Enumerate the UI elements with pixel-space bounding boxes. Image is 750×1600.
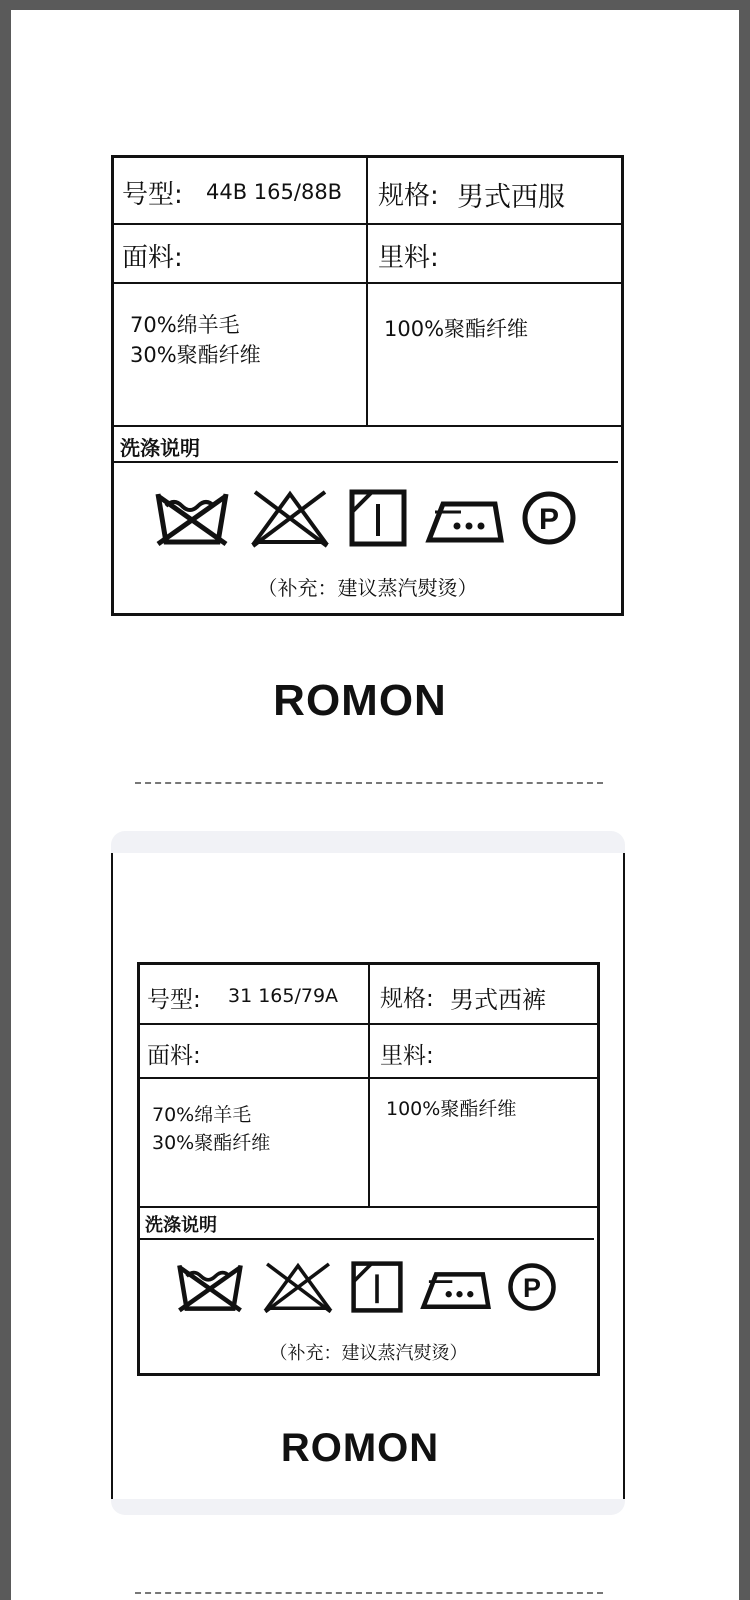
lining-label: 里料: bbox=[378, 243, 439, 273]
size-label: 号型: bbox=[147, 987, 201, 1013]
column-divider bbox=[366, 158, 368, 426]
care-title: 洗涤说明 bbox=[120, 436, 200, 460]
tumble-dry-icon bbox=[350, 1260, 404, 1314]
svg-text:P: P bbox=[523, 1272, 541, 1303]
spec-value: 男式西裤 bbox=[450, 986, 546, 1014]
no-bleach-icon bbox=[260, 1260, 336, 1314]
lining-label: 里料: bbox=[380, 1043, 434, 1069]
spec-label: 规格: bbox=[380, 986, 434, 1012]
tumble-dry-icon bbox=[348, 488, 408, 548]
no-wash-icon bbox=[174, 1260, 246, 1314]
size-value: 31 165/79A bbox=[228, 985, 339, 1007]
care-label-jacket bbox=[111, 155, 624, 616]
spec-value: 男式西服 bbox=[457, 182, 565, 213]
dry-clean-p-icon bbox=[506, 1261, 558, 1313]
size-value: 44B 165/88B bbox=[206, 180, 343, 204]
lining-composition: 100%聚酯纤维 bbox=[386, 1098, 517, 1120]
dashed-separator bbox=[135, 1592, 603, 1594]
care-note: （补充：建议蒸汽熨烫） bbox=[257, 576, 478, 600]
size-label: 号型: bbox=[122, 180, 183, 210]
no-wash-icon bbox=[152, 488, 232, 548]
fabric-composition: 70%绵羊毛 30%聚酯纤维 bbox=[130, 313, 261, 367]
care-title: 洗涤说明 bbox=[145, 1215, 217, 1236]
brand-logo: ROMON bbox=[280, 1426, 440, 1470]
no-bleach-icon bbox=[247, 488, 333, 548]
lining-composition: 100%聚酯纤维 bbox=[384, 317, 529, 341]
care-symbols bbox=[174, 1260, 558, 1314]
iron-low-icon bbox=[423, 488, 505, 548]
iron-low-icon bbox=[418, 1260, 492, 1314]
brand-logo: ROMON bbox=[273, 676, 447, 725]
fabric-label: 面料: bbox=[122, 243, 183, 273]
spec-label: 规格: bbox=[378, 181, 439, 211]
column-divider bbox=[368, 965, 370, 1207]
care-symbols bbox=[152, 488, 578, 548]
fabric-composition: 70%绵羊毛 30%聚酯纤维 bbox=[152, 1104, 271, 1154]
svg-text:P: P bbox=[538, 503, 560, 536]
dashed-separator bbox=[135, 782, 603, 784]
care-label-pants bbox=[137, 962, 600, 1376]
dry-clean-p-icon bbox=[520, 489, 578, 547]
fabric-label: 面料: bbox=[147, 1043, 201, 1069]
care-note: （补充：建议蒸汽熨烫） bbox=[269, 1343, 468, 1364]
care-divider bbox=[140, 1237, 594, 1240]
